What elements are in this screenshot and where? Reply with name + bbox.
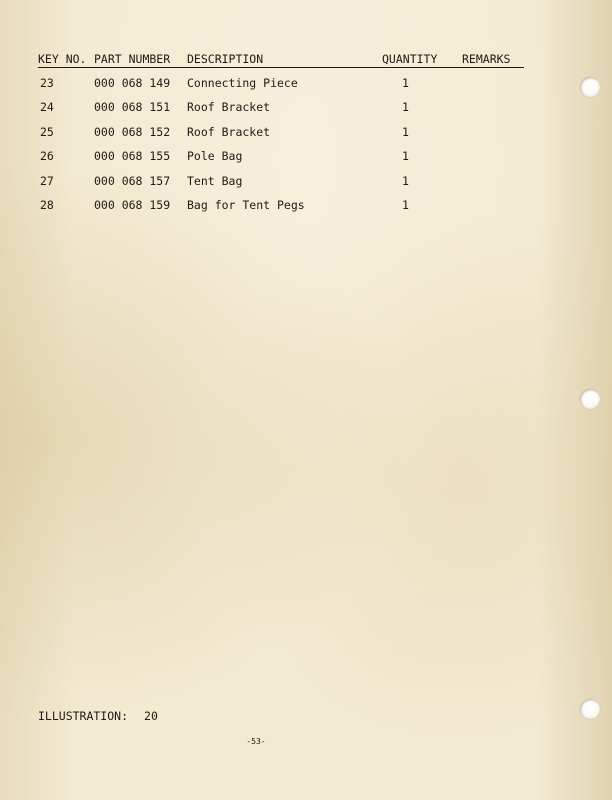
cell-part-number: 000 068 155 xyxy=(94,149,171,164)
table-row xyxy=(38,125,524,149)
cell-description: Bag for Tent Pegs xyxy=(187,197,305,212)
table-body xyxy=(38,76,524,222)
cell-quantity: 1 xyxy=(402,76,409,90)
cell-part-number: 000 068 157 xyxy=(94,173,171,188)
cell-part-number: 000 068 159 xyxy=(94,197,171,212)
cell-key-no: 27 xyxy=(40,173,54,188)
cell-description: Pole Bag xyxy=(187,149,243,164)
cell-part-number: 000 068 149 xyxy=(94,76,171,90)
cell-part-number: 000 068 151 xyxy=(94,100,171,115)
table-row xyxy=(38,174,524,198)
cell-key-no: 26 xyxy=(40,149,54,164)
header-description: DESCRIPTION xyxy=(187,52,264,66)
cell-quantity: 1 xyxy=(402,124,409,139)
cell-quantity: 1 xyxy=(402,173,409,188)
binder-hole xyxy=(580,77,600,97)
header-part-number: PART NUMBER xyxy=(94,52,171,66)
cell-part-number: 000 068 152 xyxy=(94,124,171,139)
cell-description: Connecting Piece xyxy=(187,76,298,90)
illustration-reference xyxy=(38,709,158,723)
header-underline xyxy=(38,67,524,68)
cell-quantity: 1 xyxy=(402,197,409,212)
table-row xyxy=(38,198,524,222)
table-header xyxy=(38,52,524,66)
table-row xyxy=(38,149,524,173)
table-row xyxy=(38,100,524,124)
illustration-number: 20 xyxy=(144,709,158,723)
binder-hole xyxy=(580,389,600,409)
page-number xyxy=(0,737,612,746)
cell-description: Roof Bracket xyxy=(187,100,271,115)
cell-description: Tent Bag xyxy=(187,173,243,188)
cell-key-no: 28 xyxy=(40,197,54,212)
page-number-text: -53- xyxy=(246,737,266,746)
header-key-no: KEY NO. xyxy=(38,52,87,66)
header-remarks: REMARKS xyxy=(462,52,511,66)
binder-hole xyxy=(580,699,600,719)
table-row xyxy=(38,76,524,100)
cell-quantity: 1 xyxy=(402,100,409,115)
cell-key-no: 25 xyxy=(40,124,54,139)
cell-key-no: 24 xyxy=(40,100,54,115)
cell-description: Roof Bracket xyxy=(187,124,271,139)
header-quantity: QUANTITY xyxy=(382,52,438,66)
cell-key-no: 23 xyxy=(40,76,54,90)
cell-quantity: 1 xyxy=(402,149,409,164)
illustration-label: ILLUSTRATION: xyxy=(38,709,129,723)
